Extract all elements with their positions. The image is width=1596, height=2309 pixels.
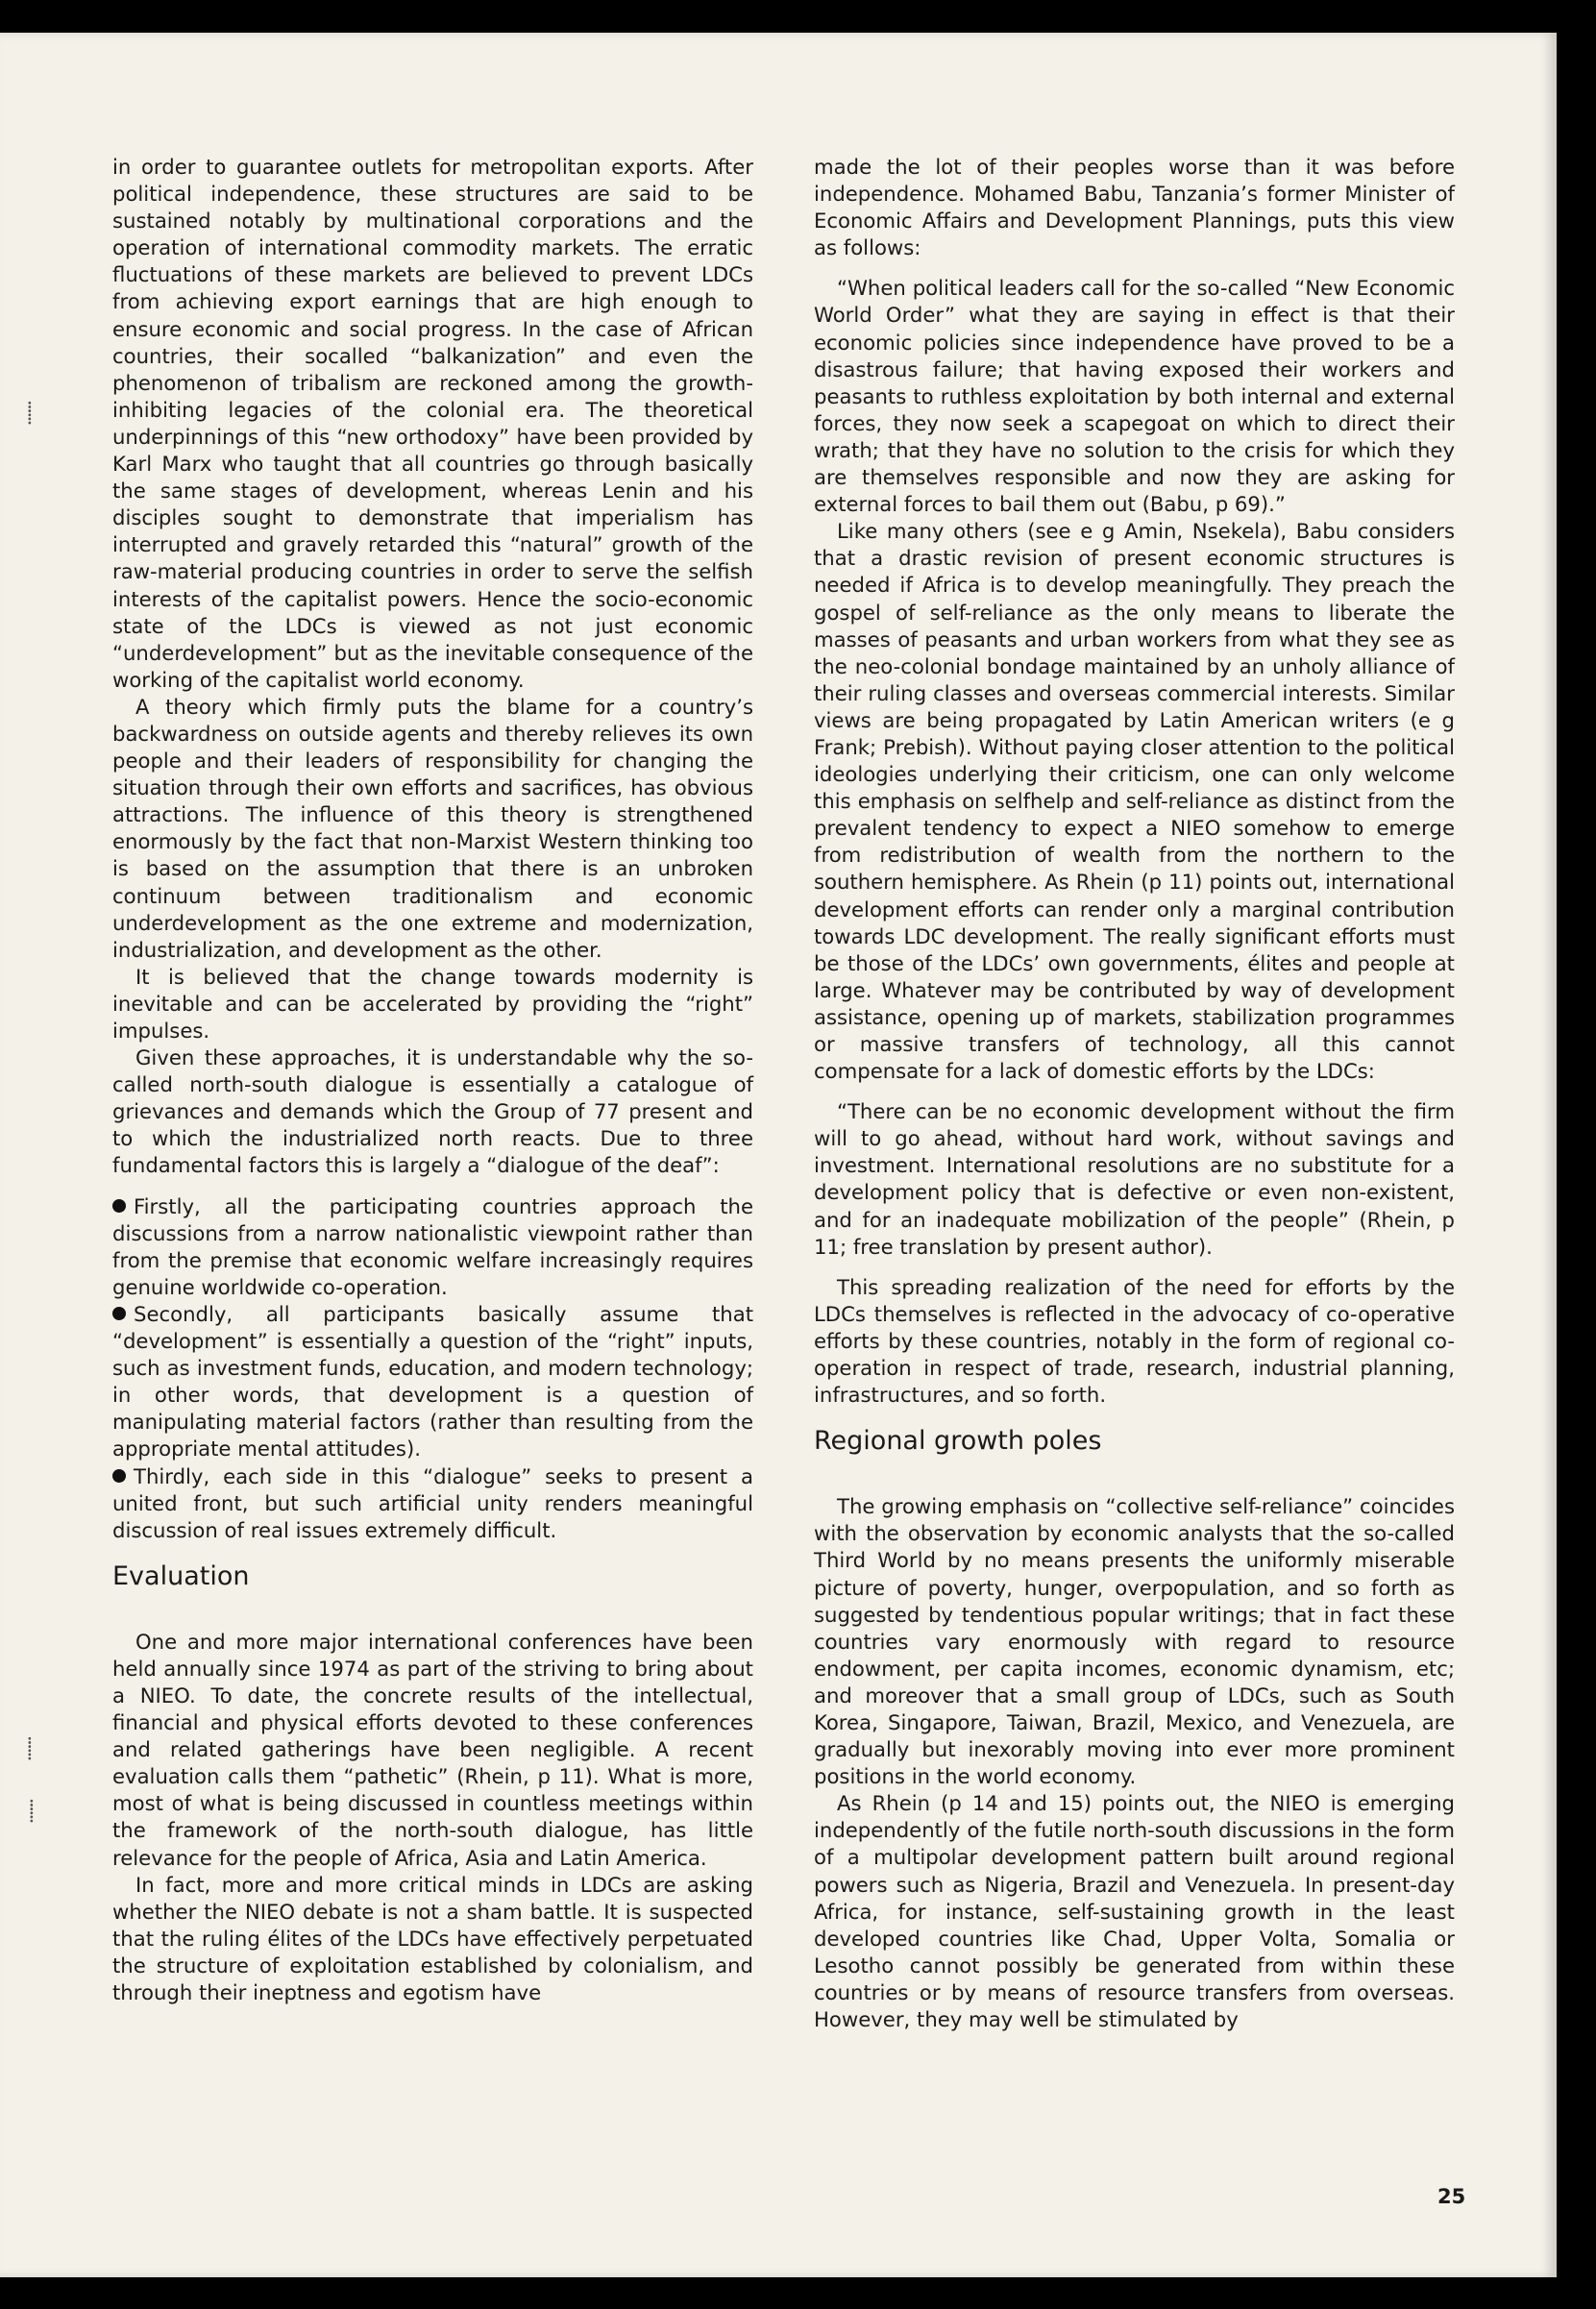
- page-number: 25: [1437, 2185, 1466, 2208]
- bullet-dot-icon: [112, 1199, 126, 1213]
- margin-mark: ⸽: [27, 402, 33, 426]
- paragraph: It is believed that the change towards modernity is inevitable and can be accelerated by providing the “right” impulses.: [112, 964, 753, 1043]
- bullet-item: [112, 1301, 753, 1463]
- paragraph: As Rhein (p 14 and 15) points out, the NIEO is emerging independently of the futile north-south discussions in the form of a multipolar development pattern built around regional powers such as Nigeria, Brazil and Venezuela. In present-day Africa, for instance, self-sustaining growth in the least developed countries like Chad, Upper Volta, Somalia or Lesotho cannot possibly be generated from within these countries or by means of resource transfers from overseas. However, they may well be stimulated by: [814, 1791, 1455, 2031]
- paragraph: This spreading realization of the need for efforts by the LDCs themselves is reflected in the advocacy of co-operative efforts by these countries, notably in the form of regional co-operation in respect of trade, research, industrial planning, infrastructures, and so forth.: [814, 1274, 1455, 1408]
- paragraph: in order to guarantee outlets for metropolitan exports. After political independence, these structures are said to be sustained notably by multinational corporations and the operation of international commodity markets. The erratic fluctuations of these markets are believed to prevent LDCs from achieving export earnings that are high enough to ensure economic and social progress. In the case of African countries, their socalled “balkanization” and even the phenomenon of tribalism are reckoned among the growth-inhibiting legacies of the colonial era. The theoretical underpinnings of this “new orthodoxy” have been provided by Karl Marx who taught that all countries go through basically the same stages of development, whereas Lenin and his disciples sought to demonstrate that imperialism has interrupted and gravely retarded this “natural” growth of the raw-material producing countries in order to serve the selfish interests of the capitalist powers. Hence the socio-economic state of the LDCs is viewed as not just economic “underdevelopment” but as the inevitable consequence of the working of the capitalist world economy.: [112, 155, 753, 692]
- bullet-dot-icon: [112, 1307, 126, 1320]
- block-quote: “When political leaders call for the so-called “New Economic World Order” what they are saying in effect is that their economic policies since independence have proved to be a disastrous failure; that having exposed their workers and peasants to ruthless exploitation by both internal and external forces, they now seek a scapegoat on which to direct their wrath; that they have no solution to the crisis for which they are themselves responsible and now they are asking for external forces to bail them out (Babu, p 69).”: [814, 276, 1455, 517]
- spacer: [814, 1261, 1455, 1274]
- paragraph: One and more major international conferences have been held annually since 1974 as part of the striving to bring about a NIEO. To date, the concrete results of the intellectual, financial and physical efforts devoted to these conferences and related gatherings have been negligible. A recent evaluation calls them “pathetic” (Rhein, p 11). What is more, most of what is being discussed in countless meetings within the framework of the north-south dialogue, has little relevance for the people of Africa, Asia and Latin America.: [112, 1629, 753, 1870]
- spacer: [814, 261, 1455, 275]
- bullet-item: [112, 1193, 753, 1301]
- paragraph: Given these approaches, it is understandable why the so-called north-south dialogue is essentially a catalogue of grievances and demands which the Group of 77 present and to which the industrialized north reacts. Due to three fundamental factors this is largely a “dialogue of the deaf”:: [112, 1045, 753, 1178]
- bullet-text: Firstly, all the participating countries approach the discussions from a narrow nationalistic viewpoint rather than from the premise that economic welfare increasingly requires genuine worldwide co-operation.: [112, 1193, 753, 1299]
- paragraph: In fact, more and more critical minds in LDCs are asking whether the NIEO debate is not a sham battle. It is suspected that the ruling élites of the LDCs have effectively perpetuated the structure of exploitation established by colonialism, and through their ineptness and egotism have: [112, 1872, 753, 2004]
- margin-mark: ⸽: [27, 1737, 33, 1761]
- bullet-text: Thirdly, each side in this “dialogue” seeks to present a united front, but such artificial unity renders meaningful discussion of real issues extremely difficult.: [112, 1463, 753, 1542]
- right-column: [814, 154, 1455, 2033]
- document-page: [0, 33, 1557, 2277]
- paragraph: The growing emphasis on “collective self-reliance” coincides with the observation by economic analysts that the so-called Third World by no means presents the uniformly miserable picture of poverty, hunger, overpopulation, and so forth as suggested by tendentious popular writings; that in fact these countries vary enormously with regard to resource endowment, per capita incomes, economic dynamism, etc; and moreover that a small group of LDCs, such as South Korea, Singapore, Taiwan, Brazil, Mexico, and Venezuela, are gradually but inexorably moving into ever more prominent positions in the world economy.: [814, 1494, 1455, 1789]
- bullet-text: Secondly, all participants basically assume that “development” is essentially a question of the “right” inputs, such as investment funds, education, and modern technology; in other words, that development is a question of manipulating material factors (rather than resulting from the appropriate mental attitudes).: [112, 1301, 753, 1462]
- margin-mark: ⸽: [29, 1800, 35, 1824]
- section-heading: Regional growth poles: [814, 1426, 1102, 1457]
- paragraph: made the lot of their peoples worse than it was before independence. Mohamed Babu, Tanzania’s former Minister of Economic Affairs and Development Plannings, puts this view as follows:: [814, 155, 1455, 260]
- bullet-dot-icon: [112, 1469, 126, 1483]
- spacer: [112, 1180, 753, 1193]
- paragraph: Like many others (see e g Amin, Nsekela), Babu considers that a drastic revision of present economic structures is needed if Africa is to develop meaningfully. They preach the gospel of self-reliance as the only means to liberate the masses of peasants and urban workers from what they see as the neo-colonial bondage maintained by an unholy alliance of their ruling classes and overseas commercial interests. Similar views are being propagated by Latin American writers (e g Frank; Prebish). Without paying closer attention to the political ideologies underlying their criticism, one can only welcome this emphasis on selfhelp and self-reliance as distinct from the prevalent tendency to expect a NIEO somehow to emerge from redistribution of wealth from the northern to the southern hemisphere. As Rhein (p 11) points out, international development efforts can render only a marginal contribution towards LDC development. The really significant efforts must be those of the LDCs’ own governments, élites and people at large. Whatever may be contributed by way of development assistance, opening up of markets, stabilization programmes or massive transfers of technology, all this cannot compensate for a lack of domestic efforts by the LDCs:: [814, 519, 1455, 1084]
- paragraph: A theory which firmly puts the blame for a country’s backwardness on outside agents and thereby relieves its own people and their leaders of responsibility for changing the situation through their own efforts and sacrifices, has obvious attractions. The influence of this theory is strengthened enormously by the fact that non-Marxist Western thinking too is based on the assumption that there is an unbroken continuum between traditionalism and economic underdevelopment as the one extreme and modernization, industrialization, and development as the other.: [112, 694, 753, 962]
- bullet-item: [112, 1463, 753, 1544]
- block-quote: “There can be no economic development without the firm will to go ahead, without hard work, without savings and investment. International resolutions are no substitute for a development policy that is defective or even non-existent, and for an inadequate mobilization of the people” (Rhein, p 11; free translation by present author).: [814, 1099, 1455, 1259]
- section-heading: Evaluation: [112, 1560, 250, 1591]
- left-column: [112, 154, 753, 2006]
- spacer: [814, 1085, 1455, 1098]
